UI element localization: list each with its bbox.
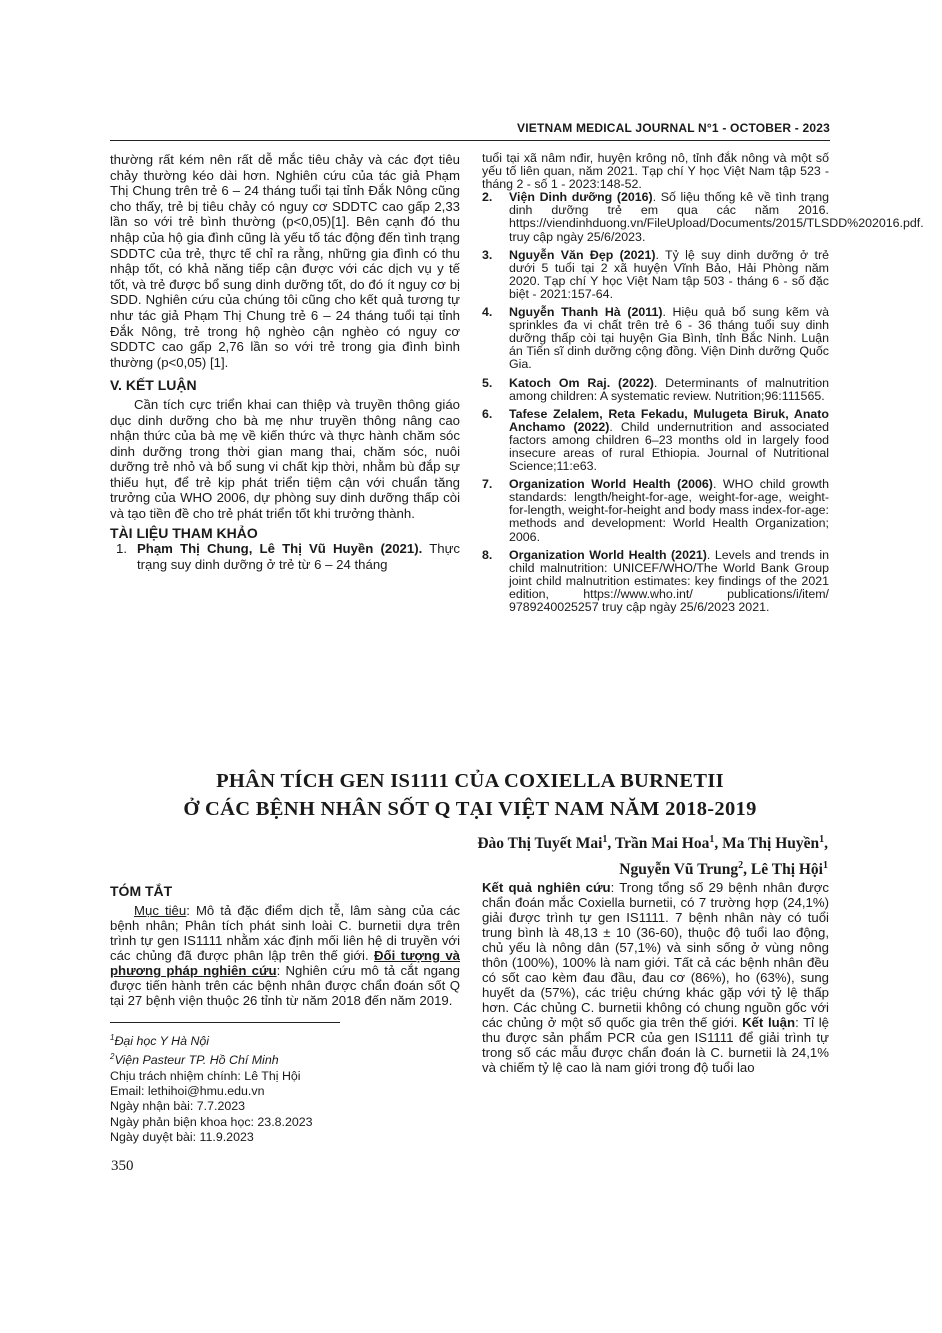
article-title	[110, 767, 830, 823]
page-number: 350	[111, 1158, 134, 1174]
abstract-heading: TÓM TẮT	[110, 883, 173, 899]
reference-item	[482, 478, 829, 543]
reference-author: Nguyễn Văn Đẹp (2021)	[509, 247, 656, 262]
footnote-rule	[110, 1022, 340, 1023]
reference-item	[482, 249, 829, 301]
accepted-date: Ngày duyệt bài: 11.9.2023	[110, 1130, 254, 1145]
conclusion-label: Kết luận	[742, 1015, 796, 1030]
reference-number: 7.	[482, 477, 493, 492]
author-name: Nguyễn Vũ Trung	[619, 861, 739, 879]
author-name: Lê Thị Hội	[750, 861, 823, 879]
author-line-2	[300, 855, 828, 881]
reference-item	[482, 377, 829, 403]
references-heading: TÀI LIỆU THAM KHẢO	[110, 524, 258, 541]
reference-item	[482, 549, 829, 614]
reference-text: Thực trạng suy dinh dưỡng ở trẻ từ 6 – 24 tháng	[137, 541, 460, 572]
author-separator: ,	[824, 835, 828, 853]
abstract-right	[482, 880, 829, 1075]
author-name: Đào Thị Tuyết Mai	[477, 835, 603, 853]
reference-author: Organization World Health (2021)	[509, 547, 707, 562]
discussion-paragraph: thường rất kém nên rất dễ mắc tiêu chảy và các đợt tiêu chảy thường kéo dài hơn. Nghiên cứu của tác giả Phạm Thị Chung trên trẻ 6 – 24 tháng tuổi tại tỉnh Đắk Nông cũng cho thấy, trẻ bị tiêu chảy có nguy cơ SDDTC cao gấp 2,33 lần so với trẻ bình thường (p<0,05)[1]. Bên cạnh đó thu nhập của hộ gia đình cũng là yếu tố tác động đến tình trạng SDDTC của trẻ, thực tế chỉ ra rằng, những gia đình có thu nhập tốt, có khả năng tiếp cận được với các dịch vụ y tế tốt, và trẻ được bổ sung dinh dưỡng tốt, do đó ít nguy cơ bị SDD. Nghiên cứu của chúng tôi cũng cho kết quả tương tự như tác giả Phạm Thị Chung trẻ 6 – 24 tháng tuổi tại tỉnh Đắk Nông, trẻ trong hộ nghèo cận nghèo có nguy cơ SDDTC cao gấp 2,76 lần so với trẻ trong gia đình bình thường (p<0,05) [1].	[110, 152, 460, 370]
reference-text: . Số liệu thống kê về tình trạng dinh dưỡng trẻ em qua các năm 2016. https://viendinhduong.vn/FileUpload/Documents/2015/TLSDD%202016.pdf. truy cập ngày 25/6/2023.	[509, 190, 924, 244]
author-separator: ,	[714, 835, 723, 853]
journal-header: VIETNAM MEDICAL JOURNAL N°1 - OCTOBER - 2023	[517, 121, 830, 135]
affiliation-1-text: Đại học Y Hà Nội	[114, 1034, 210, 1049]
reference-continuation: tuổi tại xã nâm nđir, huyện krông nô, tỉnh đắk nông và một số yếu tố liên quan, năm 2021. Tạp chí Y học Việt Nam tập 523 - tháng 2 - số 1 - 2023:148-52.	[482, 151, 829, 192]
reference-number: 5.	[482, 375, 493, 390]
reference-text: . Child undernutrition and associated factors among children 6–23 months old in largely food insecure areas of rural Ethiopia. Journal of Nutritional Science;11:e63.	[509, 419, 829, 474]
conclusion-text: Cần tích cực triển khai can thiệp và truyền thông giáo dục dinh dưỡng cho bà mẹ như truyền thông nâng cao nhận thức của bà mẹ về kiến thức và thực hành chăm sóc dinh dưỡng trong thời gian mang thai, chăm sóc, nuôi dưỡng trẻ nhỏ và bổ sung vi chất kịp thời, nhằm bù đắp sự thiếu hụt, để trẻ kịp phát triển tiệm cận với chuẩn tăng trưởng của WHO 2006, dự phòng suy dinh dưỡng thấp còi và tạo tiền đề cho trẻ phát triển tốt khi trưởng thành.	[110, 396, 460, 522]
reference-number: 6.	[482, 406, 493, 421]
reference-text: . Hiệu quả bổ sung kẽm và sprinkles đa vi chất trên trẻ 6 - 36 tháng tuổi suy dinh dưỡng thấp còi tại huyện Gia Bình, tỉnh Bắc Ninh. Luận án Tiến sĩ dinh dưỡng cộng đồng. Viện Dinh dưỡng Quốc Gia.	[509, 305, 829, 372]
reference-author: Tafese Zelalem, Reta Fekadu, Mulugeta Biruk, Anato Anchamo (2022)	[509, 406, 829, 434]
article-title-line-1: PHÂN TÍCH GEN IS1111 CỦA COXIELLA BURNETII	[216, 770, 724, 792]
reference-text: . WHO child growth standards: length/height-for-age, weight-for-age, weight-for-length, weight-for-height and body mass index-for-age: methods and development: World Health Organization; 2006.	[509, 477, 829, 544]
article-title-line-2: Ở CÁC BỆNH NHÂN SỐT Q TẠI VIỆT NAM NĂM 2018-2019	[183, 798, 757, 820]
reference-number: 1.	[116, 541, 127, 557]
author-list	[300, 829, 828, 881]
reference-item	[482, 408, 829, 473]
affiliation-2-text: Viện Pasteur TP. Hồ Chí Minh	[114, 1053, 279, 1068]
reference-item	[110, 541, 460, 572]
objective-label: Mục tiêu	[134, 903, 187, 918]
affiliation-2-marker: 2	[110, 1052, 115, 1062]
results-text: : Trong tổng số 29 bệnh nhân được chẩn đoán mắc Coxiella burnetii, có 7 trường hợp (24,1%) giải được trình tự gen IS1111. 7 bệnh nhân này có tuổi trung bình là 48,13 ± 10 (36-60), thuộc độ tuổi lao động, chủ yếu là nông dân (57,1%) và sinh sống ở vùng nông thôn (100%), 100% là nam giới. Tất cả các bệnh nhân đều có sốt cao kèm đau đầu, đau cơ (86%), ho (63%), sung huyết da (57%), các triệu chứng khác gặp với tỷ lệ thấp hơn. Các chủng C. burnetii không có chung nguồn gốc với các chủng ở một số quốc gia trên thế giới.	[482, 880, 829, 1030]
author-line-1	[300, 829, 828, 855]
methods-label: Đối tượng và phương pháp nghiên cứu	[110, 948, 460, 978]
right-column	[482, 151, 924, 619]
reference-author: Organization World Health (2006)	[509, 477, 713, 492]
results-label: Kết quả nghiên cứu	[482, 880, 611, 895]
author-affiliation-marker: 2	[738, 860, 744, 872]
abstract-left	[110, 884, 460, 1008]
author-separator: ,	[743, 861, 751, 879]
reference-item	[482, 190, 924, 244]
corresponding-author: Chịu trách nhiệm chính: Lê Thị Hội	[110, 1068, 301, 1083]
author-affiliation-marker: 1	[602, 834, 608, 845]
reference-author: Viện Dinh dưỡng (2016)	[509, 190, 653, 205]
reference-number: 2.	[482, 190, 493, 205]
reference-text: . Determinants of malnutrition among children: A systematic review. Nutrition;96:111565.	[509, 375, 829, 403]
reference-text: . Levels and trends in child malnutrition: UNICEF/WHO/The World Bank Group joint child malnutrition estimates: key findings of the 2021 edition, https://www.who.int/ publications/i/item/ 9789240025257 truy cập ngày 25/6/2023 2021.	[509, 547, 829, 614]
reference-number: 3.	[482, 247, 493, 262]
reference-author: Katoch Om Raj. (2022)	[509, 375, 654, 390]
author-affiliation-marker: 1	[709, 834, 715, 845]
reference-number: 8.	[482, 547, 493, 562]
reference-author: Nguyễn Thanh Hà (2011)	[509, 305, 663, 320]
methods-text: : Nghiên cứu mô tả cắt ngang được tiến hành trên các bệnh nhân được chẩn đoán sốt Q tại 27 bệnh viện thuộc 26 tỉnh từ năm 2018 đến năm 2019.	[110, 963, 460, 1008]
author-name: Ma Thị Huyền	[722, 835, 820, 853]
reference-item	[482, 306, 829, 371]
conclusion-heading: V. KẾT LUẬN	[110, 377, 197, 394]
affiliation-2	[110, 1049, 460, 1068]
review-date: Ngày phản biện khoa học: 23.8.2023	[110, 1114, 313, 1129]
abstract-body-left	[110, 903, 460, 1008]
author-separator: ,	[607, 835, 615, 853]
author-name: Trần Mai Hoa	[614, 835, 710, 853]
left-column	[110, 152, 460, 577]
affiliation-1-marker: 1	[110, 1033, 115, 1042]
footnotes	[110, 1030, 460, 1145]
received-date: Ngày nhận bài: 7.7.2023	[110, 1099, 246, 1114]
reference-author: Phạm Thị Chung, Lê Thị Vũ Huyền (2021).	[137, 541, 423, 557]
abstract-conclusion-text: : Tỉ lệ thu được sản phẩm PCR của gen IS1111 để giải trình tự trong số các mẫu được chẩn đoán là C. burnetii là 24,1% và chiếm tỷ lệ cao là nam giới trong độ tuổi lao	[482, 1015, 829, 1075]
reference-number: 4.	[482, 305, 493, 320]
email: Email: lethihoi@hmu.edu.vn	[110, 1084, 265, 1099]
author-affiliation-marker: 1	[819, 834, 825, 845]
objective-text: : Mô tả đặc điểm dịch tễ, lâm sàng của các bệnh nhân; Phân tích phát sinh loài C. burnetii dựa trên trình tự gen IS1111 nhằm xác định mối liên hệ di truyền với các chủng đã được phân lập trên thế giới.	[110, 903, 461, 963]
header-rule	[110, 140, 830, 141]
reference-text: . Tỷ lệ suy dinh dưỡng ở trẻ dưới 5 tuổi tại 2 xã huyện Vĩnh Bảo, Hải Phòng năm 2020. Tạp chí Y học Việt Nam tập 503 - tháng 6 - số đặc biệt - 2021:157-64.	[509, 247, 829, 301]
author-affiliation-marker: 1	[823, 860, 828, 872]
affiliation-1	[110, 1030, 460, 1049]
reference-list	[482, 190, 924, 614]
